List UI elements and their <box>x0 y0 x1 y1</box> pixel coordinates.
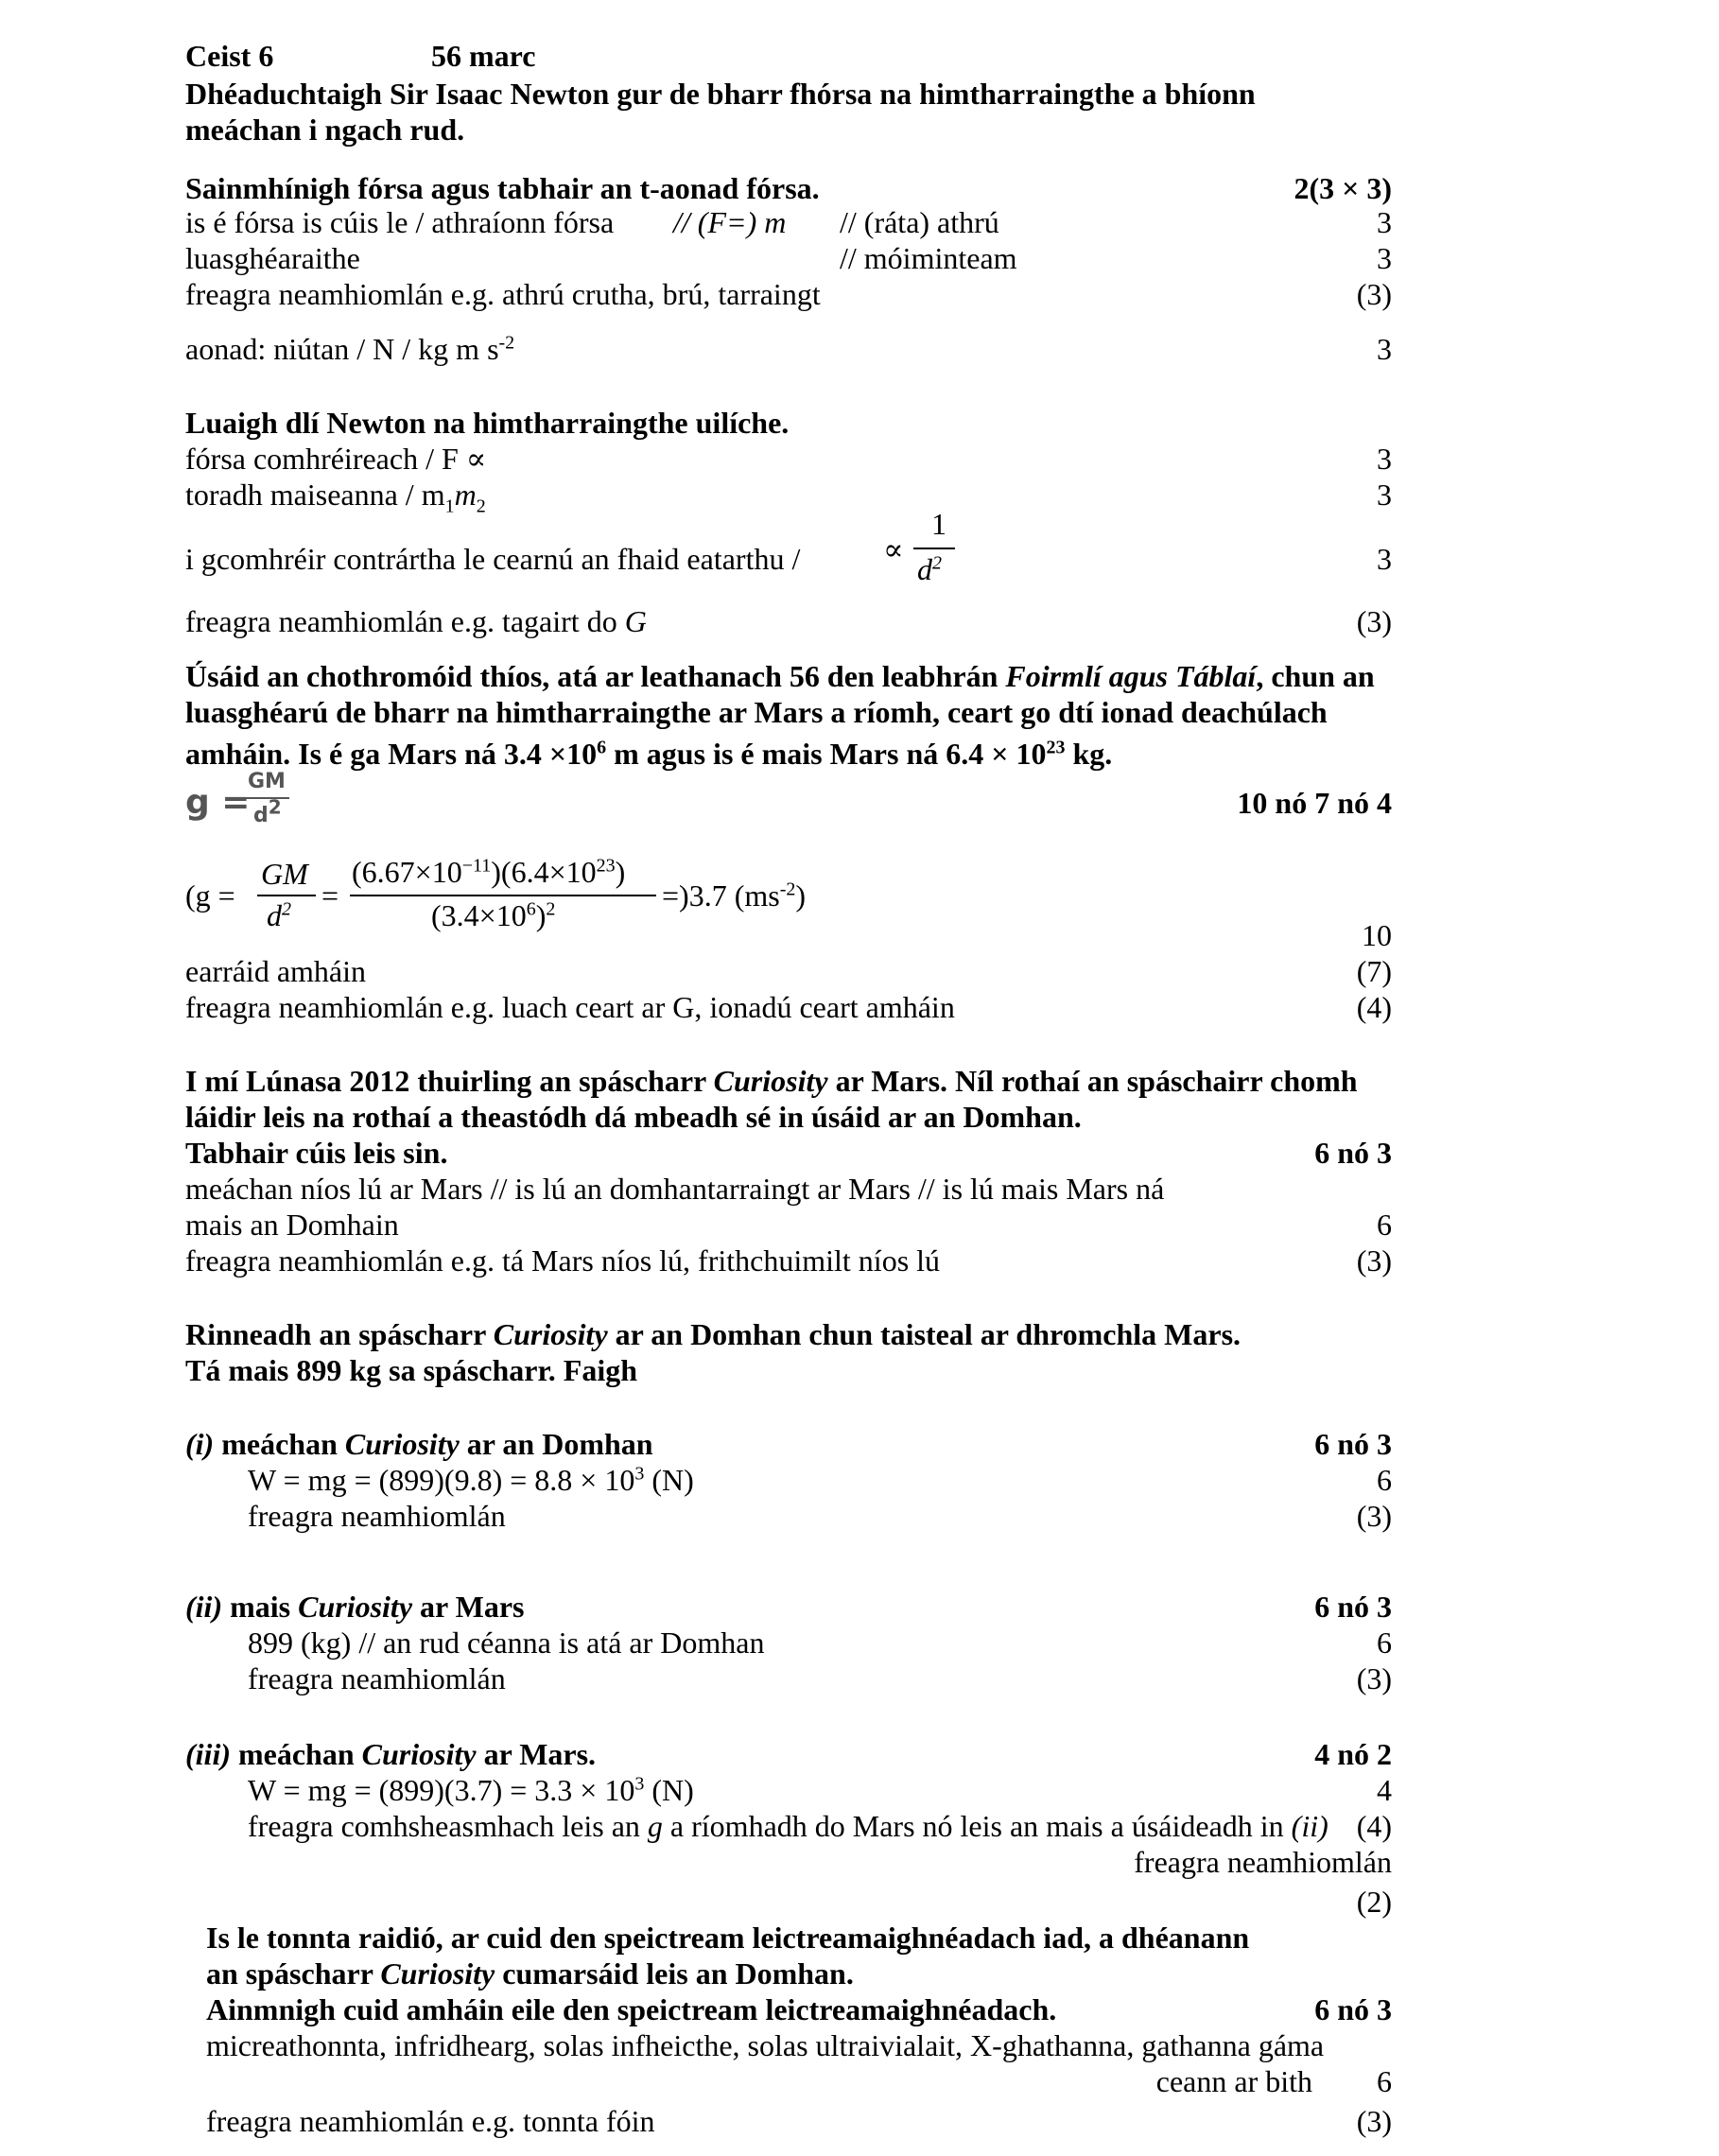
s4-answer-2: mais an Domhain <box>185 1208 399 1242</box>
eq-den-1: $d^2$ <box>267 898 291 932</box>
s1-answer-2: luasghéaraithe <box>185 241 360 275</box>
p2-question: (ii) mais Curiosity ar Mars <box>185 1590 525 1624</box>
p3-answer-2: freagra comhsheasmhach leis an g a ríomhadh do Mars nó leis an mais a úsáideadh in (ii) <box>248 1809 1328 1843</box>
s4-mark-2: 6 <box>1377 1208 1392 1242</box>
s3-question-3: amháin. Is é ga Mars ná $3.4 \times 10^6$ m agus is é mais Mars ná $6.4 \times 10^{23}$ kg. <box>185 737 1113 771</box>
s1-mark-4: 3 <box>1377 332 1392 366</box>
s6-question-1: Is le tonnta raidió, ar cuid den speictream leictreamaighnéadach iad, a dhéanann <box>206 1921 1250 1955</box>
eq-result: =)3.7 $(ms^{-2})$ <box>662 878 807 913</box>
s2-frac-bar <box>913 548 955 549</box>
s4-marks: 6 nó 3 <box>1314 1136 1392 1170</box>
s1-answer-4: aonad: niútan / N / kg m $s^{-2}$ <box>185 332 515 366</box>
s3-mark-3: (4) <box>1356 990 1392 1024</box>
s6-answer-1: micreathonnta, infridhearg, solas infheicthe, solas ultraivialait, X-ghathanna, gathanna gáma <box>206 2028 1325 2062</box>
s1-mark-1: 3 <box>1377 205 1392 239</box>
g-formula-g: g = <box>185 783 251 822</box>
s2-frac-numerator: 1 <box>931 507 946 541</box>
s3-answer-2: earráid amháin <box>185 954 366 988</box>
p1-marks: 6 nó 3 <box>1314 1427 1392 1461</box>
s4-question-1: I mí Lúnasa 2012 thuirling an spáscharr Curiosity ar Mars. Níl rothaí an spáschairr chomh <box>185 1064 1358 1098</box>
s6-mark-2: 6 <box>1377 2064 1392 2098</box>
eq-bar-1 <box>257 895 316 896</box>
s6-question-2: an spáscharr Curiosity cumarsáid leis an Domhan. <box>206 1956 854 1991</box>
s3-question-2: luasghéarú de bharr na himtharraingthe ar Mars a ríomh, ceart go dtí ionad deachúlach <box>185 695 1328 729</box>
question-number: Ceist 6 <box>185 39 274 73</box>
s4-answer-3: freagra neamhiomlán e.g. tá Mars níos lú, frithchuimilt níos lú <box>185 1243 941 1278</box>
s5-question-2: Tá mais 899 kg sa spáscharr. Faigh <box>185 1353 637 1387</box>
s3-question-1: Úsáid an chothromóid thíos, atá ar leathanach 56 den leabhrán Foirmlí agus Táblaí, chun an <box>185 659 1375 693</box>
s1-answer-1b: // (F=) m <box>673 205 787 239</box>
s2-proportional-symbol: ∝ <box>883 532 904 566</box>
p1-answer-2: freagra neamhiomlán <box>248 1499 506 1533</box>
intro-line-1: Dhéaduchtaigh Sir Isaac Newton gur de bharr fhórsa na himtharraingthe a bhíonn <box>185 77 1256 111</box>
s4-question-2: láidir leis na rothaí a theastódh dá mbeadh sé in úsáid ar an Domhan. <box>185 1100 1082 1134</box>
s2-question: Luaigh dlí Newton na himtharraingthe uilíche. <box>185 406 790 440</box>
s6-answer-2: ceann ar bith <box>1155 2064 1312 2098</box>
s6-mark-3: (3) <box>1356 2104 1392 2138</box>
s1-answer-2b: // móiminteam <box>840 241 1017 275</box>
s3-mark-1: 10 <box>1362 918 1392 952</box>
s2-mark-2: 3 <box>1377 478 1392 512</box>
p3-mark-3: (2) <box>1356 1885 1392 1919</box>
p2-mark-2: (3) <box>1356 1661 1392 1695</box>
s3-marks: 10 nó 7 nó 4 <box>1237 786 1392 820</box>
eq-num-1: GM <box>261 857 308 891</box>
s6-answer-3: freagra neamhiomlán e.g. tonnta fóin <box>206 2104 655 2138</box>
p3-answer-3: freagra neamhiomlán <box>1134 1845 1392 1879</box>
s1-answer-3: freagra neamhiomlán e.g. athrú crutha, brú, tarraingt <box>185 277 821 311</box>
s2-answer-2: toradh maiseanna / $m_1m_2$ <box>185 478 486 517</box>
eq-bar-2 <box>350 895 656 896</box>
p1-mark-1: 6 <box>1377 1463 1392 1497</box>
s2-answer-3: i gcomhréir contrártha le cearnú an fhaid eatarthu / <box>185 542 801 576</box>
p1-mark-2: (3) <box>1356 1499 1392 1533</box>
s5-question-1: Rinneadh an spáscharr Curiosity ar an Domhan chun taisteal ar dhromchla Mars. <box>185 1317 1242 1351</box>
variable-G: G <box>624 604 647 638</box>
p2-marks: 6 nó 3 <box>1314 1590 1392 1624</box>
s4-question-3: Tabhair cúis leis sin. <box>185 1136 448 1170</box>
eq-equals: = <box>321 878 339 913</box>
eq-den-2: $(3.4\times 10^6)^2$ <box>431 898 556 932</box>
p3-mark-1: 4 <box>1377 1773 1392 1807</box>
s3-mark-2: (7) <box>1356 954 1392 988</box>
p1-question: (i) meáchan Curiosity ar an Domhan <box>185 1427 653 1461</box>
eq-open: (g = <box>185 878 235 913</box>
s1-question: Sainmhínigh fórsa agus tabhair an t-aonad fórsa. <box>185 171 820 205</box>
p3-question: (iii) meáchan Curiosity ar Mars. <box>185 1737 597 1771</box>
p2-answer-2: freagra neamhiomlán <box>248 1661 506 1695</box>
p3-marks: 4 nó 2 <box>1314 1737 1392 1771</box>
s4-answer-1: meáchan níos lú ar Mars // is lú an domhantarraingt ar Mars // is lú mais Mars ná <box>185 1172 1165 1206</box>
s1-marks: 2(3 × 3) <box>1294 171 1392 205</box>
intro-line-2: meáchan i ngach rud. <box>185 113 465 147</box>
s1-answer-1: is é fórsa is cúis le / athraíonn fórsa <box>185 205 615 239</box>
s6-question-3: Ainmnigh cuid amháin eile den speictream leictreamaighnéadach. <box>206 1992 1057 2026</box>
s2-mark-3: 3 <box>1377 542 1392 576</box>
s2-mark-4: (3) <box>1356 604 1392 638</box>
s1-answer-1c: // (ráta) athrú <box>840 205 999 239</box>
p2-answer-1: 899 (kg) // an rud céanna is atá ar Domhan <box>248 1626 765 1660</box>
p1-answer-1: W = mg = $(899)(9.8) = 8.8 \times 10^3$ (N) <box>248 1463 694 1497</box>
s6-marks: 6 nó 3 <box>1314 1992 1392 2026</box>
g-formula-denominator: $d^2$ <box>253 795 282 827</box>
s4-mark-3: (3) <box>1356 1243 1392 1278</box>
question-marks: 56 marc <box>431 39 536 73</box>
s1-mark-2: 3 <box>1377 241 1392 275</box>
s2-mark-1: 3 <box>1377 442 1392 476</box>
eq-num-2: $(6.67\times 10^{-11})(6.4\times 10^{23})$ <box>352 855 626 889</box>
p3-mark-2: (4) <box>1356 1809 1392 1843</box>
s2-answer-4: freagra neamhiomlán e.g. tagairt do G <box>185 604 647 638</box>
s3-answer-3: freagra neamhiomlán e.g. luach ceart ar G, ionadú ceart amháin <box>185 990 955 1024</box>
s1-mark-3: (3) <box>1356 277 1392 311</box>
s2-frac-denominator: $d^2$ <box>917 552 942 586</box>
g-formula-numerator: GM <box>248 770 286 793</box>
p2-mark-1: 6 <box>1377 1626 1392 1660</box>
s2-answer-1: fórsa comhréireach / F ∝ <box>185 442 487 476</box>
p3-answer-1: W = mg = $(899)(3.7) = 3.3 \times 10^3$ (N) <box>248 1773 694 1807</box>
